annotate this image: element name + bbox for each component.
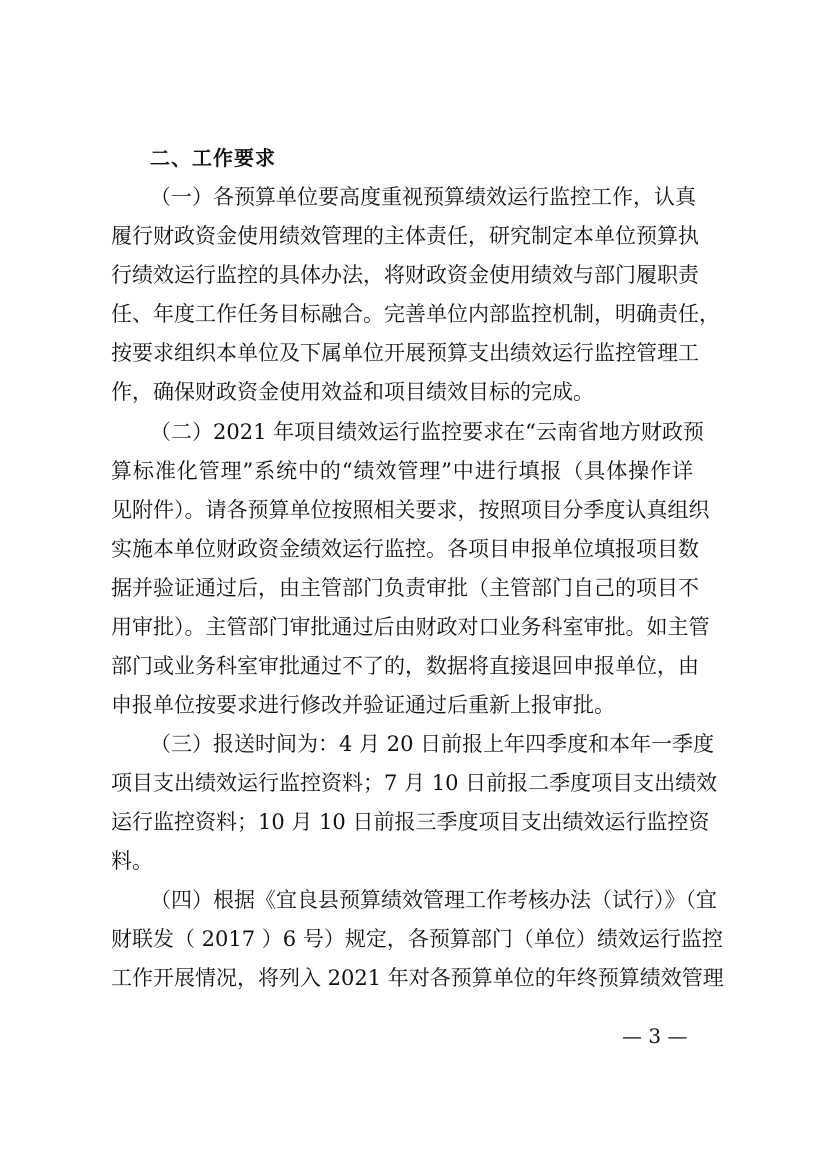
paragraph-line: 申报单位按要求进行修改并验证通过后重新上报审批。 [111,693,615,717]
paragraph-line: 用审批）。主管部门审批通过后由财政对口业务科室审批。如主管 [111,615,710,639]
paragraph-line: 履行财政资金使用绩效管理的主体责任，研究制定本单位预算执 [111,224,699,248]
page-number: — 3 — [622,1024,688,1048]
paragraph-line: 行绩效运行监控的具体办法，将财政资金使用绩效与部门履职责 [111,263,699,287]
paragraph-line: 作，确保财政资金使用效益和项目绩效目标的完成。 [111,380,594,404]
paragraph-line: （三）报送时间为：4 月 20 日前报上年四季度和本年一季度 [150,732,715,756]
section-heading: 二、工作要求 [150,146,276,170]
paragraph-line: （一）各预算单位要高度重视预算绩效运行监控工作，认真 [150,185,696,209]
paragraph-line: 运行监控资料；10 月 10 日前报三季度项目支出绩效运行监控资 [111,810,710,834]
paragraph-line: 实施本单位财政资金绩效运行监控。各项目申报单位填报项目数 [111,537,699,561]
paragraph-line: （四）根据《宜良县预算绩效管理工作考核办法（试行）》（宜 [150,888,717,912]
paragraph-line: 算标准化管理”系统中的“绩效管理”中进行填报（具体操作详 [111,459,693,483]
paragraph-line: 据并验证通过后，由主管部门负责审批（主管部门自己的项目不 [111,576,699,600]
paragraph-line: （二）2021 年项目绩效运行监控要求在“云南省地方财政预 [150,420,704,444]
paragraph-line: 按要求组织本单位及下属单位开展预算支出绩效运行监控管理工 [111,341,699,365]
paragraph-line: 部门或业务科室审批通过不了的，数据将直接退回申报单位，由 [111,654,699,678]
paragraph-line: 财联发（ 2017 ）6 号）规定，各预算部门（单位）绩效运行监控 [111,927,723,951]
paragraph-line: 工作开展情况，将列入 2021 年对各预算单位的年终预算绩效管理 [111,966,724,990]
paragraph-line: 料。 [111,849,153,873]
paragraph-line: 见附件）。请各预算单位按照相关要求，按照项目分季度认真组织 [111,498,710,522]
paragraph-line: 项目支出绩效运行监控资料；7 月 10 日前报二季度项目支出绩效 [111,771,718,795]
paragraph-line: 任、年度工作任务目标融合。完善单位内部监控机制，明确责任， [111,302,720,326]
